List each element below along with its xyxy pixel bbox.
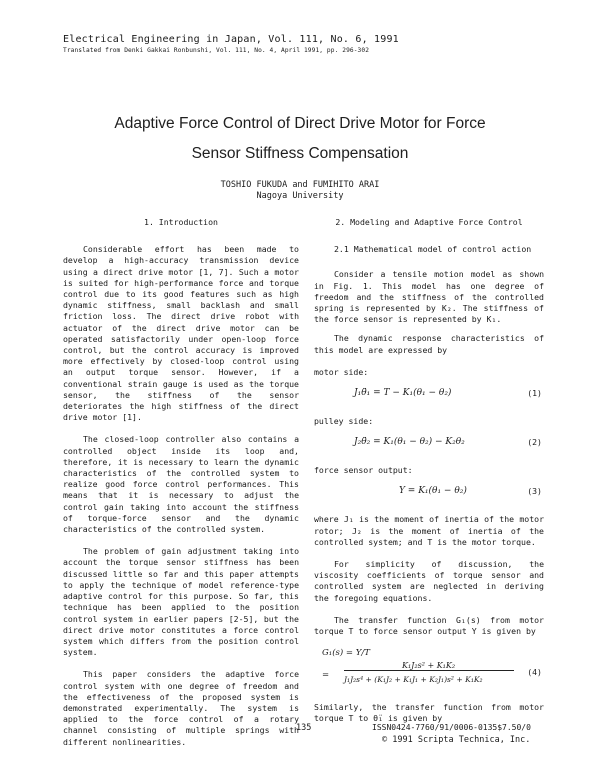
- equation-number: (3): [527, 486, 542, 497]
- left-column: [63, 213, 299, 759]
- equation-label-force-sensor: force sensor output:: [314, 465, 413, 476]
- paragraph: The closed-loop controller also contains a controlled object inside its loop and, therefore, it is necessary to learn the dynamic characteristics of the controlled system to realize good force control performances. This means that it is necessary to adjust the control gain taking into account the stiffness of torque-force sensor and the dynamic characteristics of the controlled system.: [63, 434, 299, 535]
- paper-title-line2: Sensor Stiffness Compensation: [191, 145, 409, 162]
- paragraph: This paper considers the adaptive force control system with one degree of freedom and the effectiveness of the proposed system is demonstrated experimentally. The system is applied to the force control of a rotary channel consisting of multiple springs with different nonlinearities.: [63, 669, 299, 747]
- issn-code: ISSN0424-7760/91/0006-0135$7.50/0: [372, 723, 531, 732]
- equation-number: (4): [527, 667, 542, 678]
- equation-lhs: G₁(s) = Y/T: [322, 648, 370, 659]
- paragraph: Considerable effort has been made to develop a high-accuracy transmission device using a direct drive motor [1, 7]. Such a motor is suited for high-performance force and torque control due to its good features such as high dynamic stiffness, small backlash and small friction loss. The direct drive robot with actuator of the direct drive motor can be operated satisfactorily under open-loop force control, but the control accuracy is improved more effectively by closed-loop control using an output torque sensor. However, if a conventional strain gauge is used as the torque sensor, the stiffness of the sensor deteriorates the high stiffness of the direct drive motor [1].: [63, 244, 299, 423]
- equation-equals: =: [322, 670, 330, 681]
- subsection-heading: 2.1 Mathematical model of control action: [334, 244, 532, 255]
- copyright-notice: © 1991 Scripta Technica, Inc.: [382, 735, 531, 745]
- equation-1: [314, 386, 544, 404]
- equation-2: [314, 435, 544, 453]
- paragraph: Consider a tensile motion model as shown in Fig. 1. This model has one degree of freedom and the stiffness of the controlled spring is represented by K₂. The stiffness of the force sensor is represented by K₁.: [314, 269, 544, 325]
- translation-source: Translated from Denki Gakkai Ronbunshi, Vol. 111, No. 4, April 1991, pp. 296-302: [63, 47, 370, 54]
- affiliation: Nagoya University: [256, 191, 344, 201]
- paragraph: The problem of gain adjustment taking into account the torque sensor stiffness has been discussed little so far and this paper attempts to apply the technique of model reference-type adaptive control for this purpose. So far, this technique has been applied to the position control system in earlier papers [2-5], but the direct drive motor constitutes a force control system which differs from the position control system.: [63, 546, 299, 658]
- paper-title-line1: Adaptive Force Control of Direct Drive Motor for Force: [114, 115, 486, 132]
- section-heading-modeling: 2. Modeling and Adaptive Force Control: [335, 217, 523, 227]
- equation-label-motor: motor side:: [314, 366, 369, 377]
- paragraph: The transfer function G₁(s) from motor torque T to force sensor output Y is given by: [314, 614, 544, 637]
- equation-denominator: J₁J₂s⁴ + (K₁J₂ + K₁J₁ + K₂J₁)s² + K₁K₂: [344, 675, 483, 685]
- journal-citation: Electrical Engineering in Japan, Vol. 111, No. 6, 1991: [63, 34, 399, 45]
- paragraph: For simplicity of discussion, the viscosity coefficients of torque sensor and controlled system are neglected in deriving the foregoing equations.: [314, 559, 544, 603]
- page-number: 135: [296, 723, 312, 733]
- fraction-bar: [344, 670, 514, 671]
- equation-label-pulley: pulley side:: [314, 416, 374, 427]
- equation-body: J₁θ̈₁ = T − K₁(θ₁ − θ₂): [354, 388, 452, 399]
- section-heading-introduction: 1. Introduction: [144, 217, 218, 227]
- equation-number: (1): [527, 388, 542, 399]
- paragraph: Similarly, the transfer function from motor torque T to θ̈₁ is given by: [314, 702, 544, 724]
- equation-body: Y = K₁(θ₁ − θ₂): [399, 486, 467, 497]
- equation-body: J₂θ̈₂ = K₁(θ₁ − θ₂) − K₂θ₂: [354, 437, 465, 448]
- paragraph: where J₁ is the moment of inertia of the motor rotor; J₂ is the moment of inertia of the controlled system; and T is the motor torque.: [314, 514, 544, 547]
- equation-numerator: K₁J₂s² + K₁K₂: [402, 661, 456, 671]
- paragraph: The dynamic response characteristics of this model are expressed by: [314, 333, 544, 355]
- equation-number: (2): [527, 437, 542, 448]
- right-column: [314, 213, 544, 736]
- equation-3: [314, 484, 544, 502]
- equation-4: [314, 648, 544, 692]
- authors: TOSHIO FUKUDA and FUMIHITO ARAI: [220, 180, 380, 190]
